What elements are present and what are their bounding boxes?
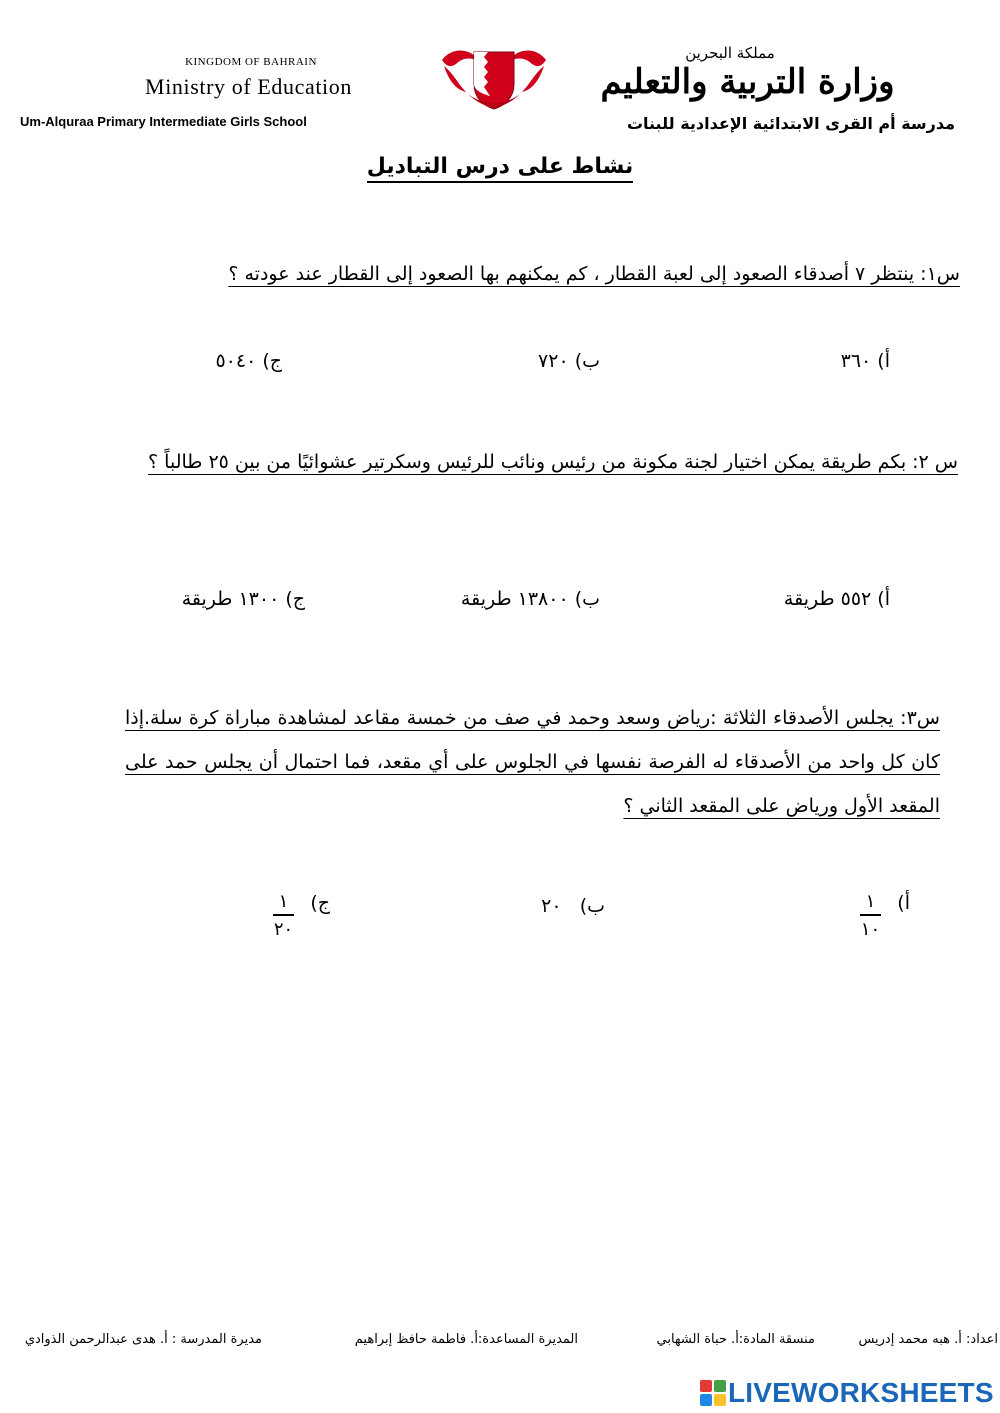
- fraction-denominator: ١٠: [860, 919, 881, 940]
- ministry-en: Ministry of Education: [145, 74, 352, 99]
- fraction-numerator: ١: [273, 892, 295, 916]
- worksheet-title: [300, 154, 700, 179]
- ministry-ar: وزارة التربية والتعليم: [600, 62, 895, 102]
- q1-option-a[interactable]: أ) ٣٦٠: [840, 350, 890, 372]
- school-name-ar: مدرسة أم القرى الابتدائية الإعدادية للبنات: [626, 114, 955, 133]
- liveworksheets-icon: [700, 1380, 726, 1406]
- fraction-numerator: ١: [860, 892, 882, 916]
- q2-option-c[interactable]: ج) ١٣٠٠ طريقة: [181, 588, 305, 610]
- footer-coordinator: منسقة المادة:أ. حباة الشهابي: [656, 1332, 815, 1347]
- liveworksheets-text: LIVEWORKSHEETS: [728, 1377, 994, 1408]
- q3-option-a-label: أ): [897, 892, 910, 914]
- q2-option-a[interactable]: أ) ٥٥٢ طريقة: [783, 588, 890, 610]
- footer-principal: مديرة المدرسة : أ. هدى عبدالرحمن الذوادي: [24, 1332, 262, 1347]
- question-3: س٣: يجلس الأصدقاء الثلاثة :رياض وسعد وحمد في صف من خمسة مقاعد لمشاهدة مباراة كرة سلة.إذا كان كل واحد من الأصدقاء له الفرصة نفسها في الجلوس على أي مقعد، فما احتمال أن يجلس حمد على المقعد الأول ورياض على المقعد الثاني ؟: [125, 707, 940, 817]
- footer-assistant-principal: المديرة المساعدة:أ. فاطمة حافظ إبراهيم: [354, 1332, 578, 1347]
- school-name-en: Um-Alquraa Primary Intermediate Girls School: [20, 114, 307, 129]
- q3-option-a[interactable]: [830, 892, 910, 940]
- question-1: س١: ينتظر ٧ أصدقاء الصعود إلى لعبة القطار ، كم يمكنهم بها الصعود إلى القطار عند عودته ؟: [228, 263, 960, 285]
- kingdom-en: KINGDOM OF BAHRAIN: [185, 56, 317, 68]
- q1-option-c[interactable]: ج) ٥٠٤٠: [215, 350, 282, 372]
- q1-option-b[interactable]: ب) ٧٢٠: [538, 350, 600, 372]
- q3-option-b[interactable]: ب) ٢٠: [541, 895, 605, 917]
- footer-prepared-by: اعداد: أ. هبه محمد إدريس: [858, 1332, 998, 1347]
- q3-option-c-fraction: [273, 892, 295, 940]
- q2-option-b[interactable]: ب) ١٣٨٠٠ طريقة: [460, 588, 600, 610]
- kingdom-ar: مملكة البحرين: [685, 44, 775, 62]
- liveworksheets-logo: [700, 1378, 994, 1408]
- title-text: نشاط على درس التباديل: [367, 154, 634, 183]
- question-2: س ٢: بكم طريقة يمكن اختيار لجنة مكونة من رئيس ونائب للرئيس وسكرتير عشوائيًا من بين ٢٥ طالباً ؟: [148, 451, 958, 473]
- q3-option-c[interactable]: [250, 892, 330, 940]
- fraction-denominator: ٢٠: [273, 919, 294, 940]
- bahrain-crest-icon: [438, 44, 550, 110]
- q3-option-c-label: ج): [310, 892, 330, 914]
- q3-option-a-fraction: [860, 892, 882, 940]
